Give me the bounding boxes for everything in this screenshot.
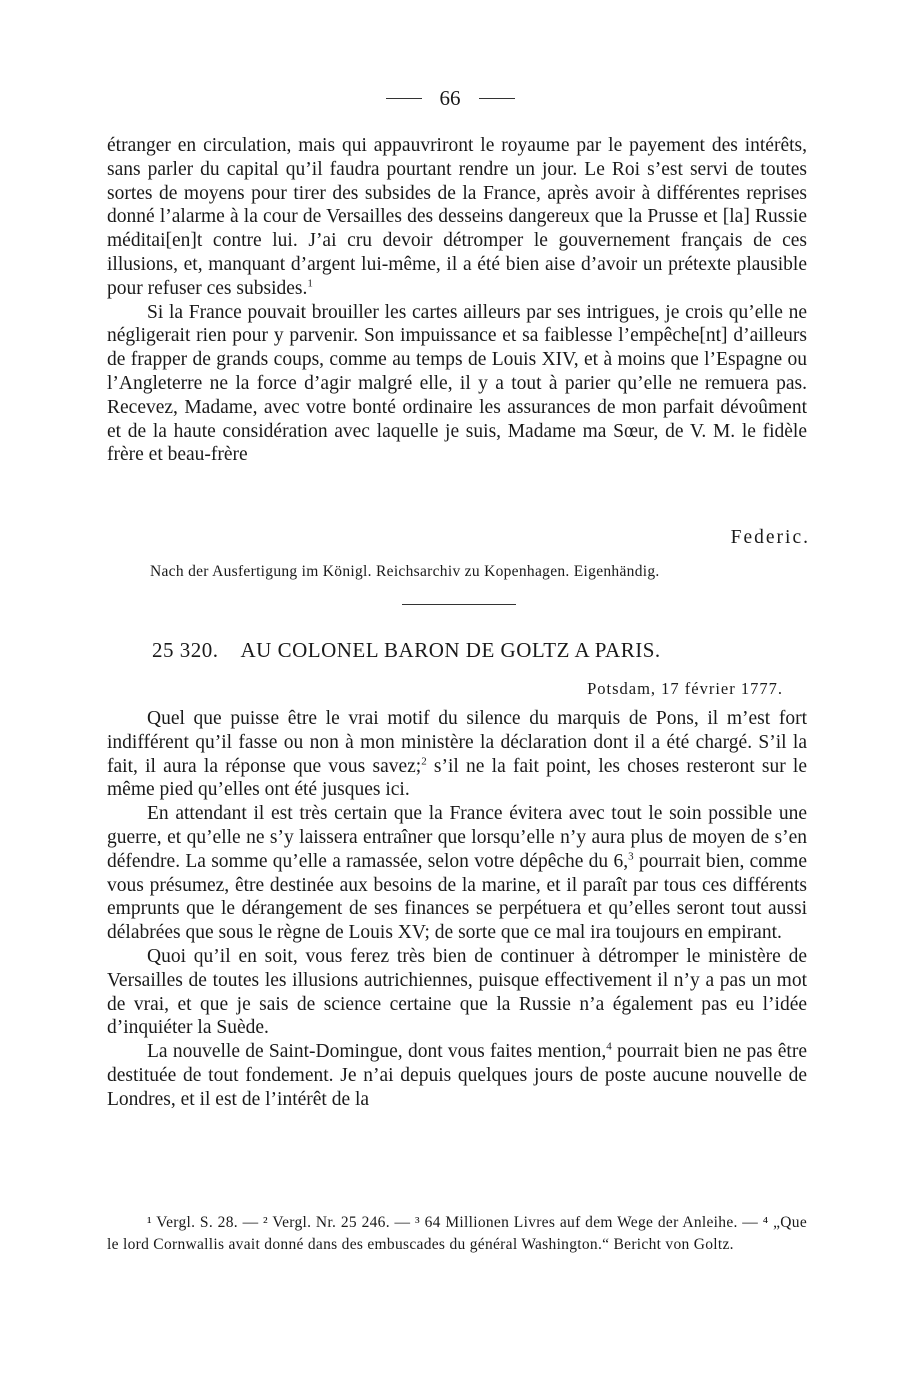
letter-number: 25 320. [152,638,219,662]
continuation-text [107,134,807,467]
letter-dateline: Potsdam, 17 février 1777. [587,679,783,698]
letter-title: AU COLONEL BARON DE GOLTZ A PARIS. [240,638,661,662]
footnotes [107,1212,807,1255]
letter-paragraph-3: Quoi qu’il en soit, vous ferez très bien de continuer à détromper le ministère de Versailles de toutes les illusions autrichiennes, puisque effectivement il n’y a pas un mot de vrai, et que je sais de science certaine que la Russie n’a également pas eu l’idée d’inquiéter la Suède. [107,945,807,1039]
continuation-paragraph-2: Si la France pouvait brouiller les cartes ailleurs par ses intrigues, je crois qu’elle ne négligerait rien pour y parvenir. Son impuissance et sa faiblesse l’empêche[nt] d’ailleurs de frapper de grands coups, comme au temps de Louis XIV, et à moins que l’Espagne ou l’Angleterre ne la force d’agir malgré elle, il y a tout à parier qu’elle ne remuera pas. Recevez, Madame, avec votre bonté ordinaire les assurances de mon parfait dévoûment et de la haute considération avec laquelle je suis, Madame ma Sœur, de V. M. le fidèle frère et beau-frère [107,301,807,466]
footnote-ref-4: 4 [606,1040,612,1053]
footnote-ref-3: 3 [628,850,634,863]
section-separator [402,604,516,605]
header-rule-left [386,98,422,99]
letter-paragraph-4: La nouvelle de Saint-Domingue, dont vous faites mention,$^4$ pourrait bien ne pas être destituée de tout fondement. Je n’ai depuis quelques jours de poste aucune nouvelle de Londres, et il est de l’intérêt de la [107,1040,808,1110]
footnote-ref-2: 2 [421,755,427,768]
letter-paragraph-1: Quel que puisse être le vrai motif du silence du marquis de Pons, il m’est fort indifférent qu’il fasse ou non à mon ministère la déclaration dont il a été chargé. S’il la fait, il aura la réponse que vous savez;$^2$ s’il ne la fait point, les choses resteront sur le même pied qu’elles ont été jusques ici. [107,708,807,801]
footnote-ref-1: 1 [307,277,313,290]
letter-body [107,707,807,1112]
footnote-text: ¹ Vergl. S. 28. — ² Vergl. Nr. 25 246. — ³ 64 Millionen Livres auf dem Wege der Anleihe. — ⁴ „Que le lord Cornwallis avait donné dans des embuscades du général Washington.“ Bericht von Goltz. [107,1214,807,1253]
signature: Federic. [730,527,810,548]
letter-heading [152,638,661,663]
letter-paragraph-2: En attendant il est très certain que la France évitera avec tout le soin possible une guerre, et qu’elle ne s’y laissera entraîner que lorsqu’elle n’y aura plus de moyen de s’en défendre. La somme qu’elle a ramassée, selon votre dépêche du 6,$^3$ pourrait bien, comme vous présumez, être destinée aux besoins de la marine, et il paraît par tous ces différents emprunts que le dérangement de ses finances se perpétuera et qu’elles seront tout aussi délabrées que sous le règne de Louis XV; de sorte que ce mal ira toujours en empirant. [107,803,807,944]
page-number: 66 [439,86,461,110]
continuation-paragraph-1: étranger en circulation, mais qui appauvriront le royaume par le payement des intérêts, sans parler du capital qu’il faudra pourtant rendre un jour. Le Roi s’est servi de toutes sortes de moyens pour tirer des subsides de la France, après avoir à différentes reprises donné l’alarme à la cour de Versailles des desseins dangereux que la Prusse et [la] Russie méditai[en]t contre lui. J’ai cru devoir détromper le gouvernement français de ces illusions, et, manquant d’argent lui-même, il a été bien aise d’avoir un prétexte plausible pour refuser ces subsides.$^1$ [107,135,807,299]
page-header [0,86,900,111]
source-note: Nach der Ausfertigung im Königl. Reichsarchiv zu Kopenhagen. Eigenhändig. [150,563,660,580]
header-rule-right [479,98,515,99]
